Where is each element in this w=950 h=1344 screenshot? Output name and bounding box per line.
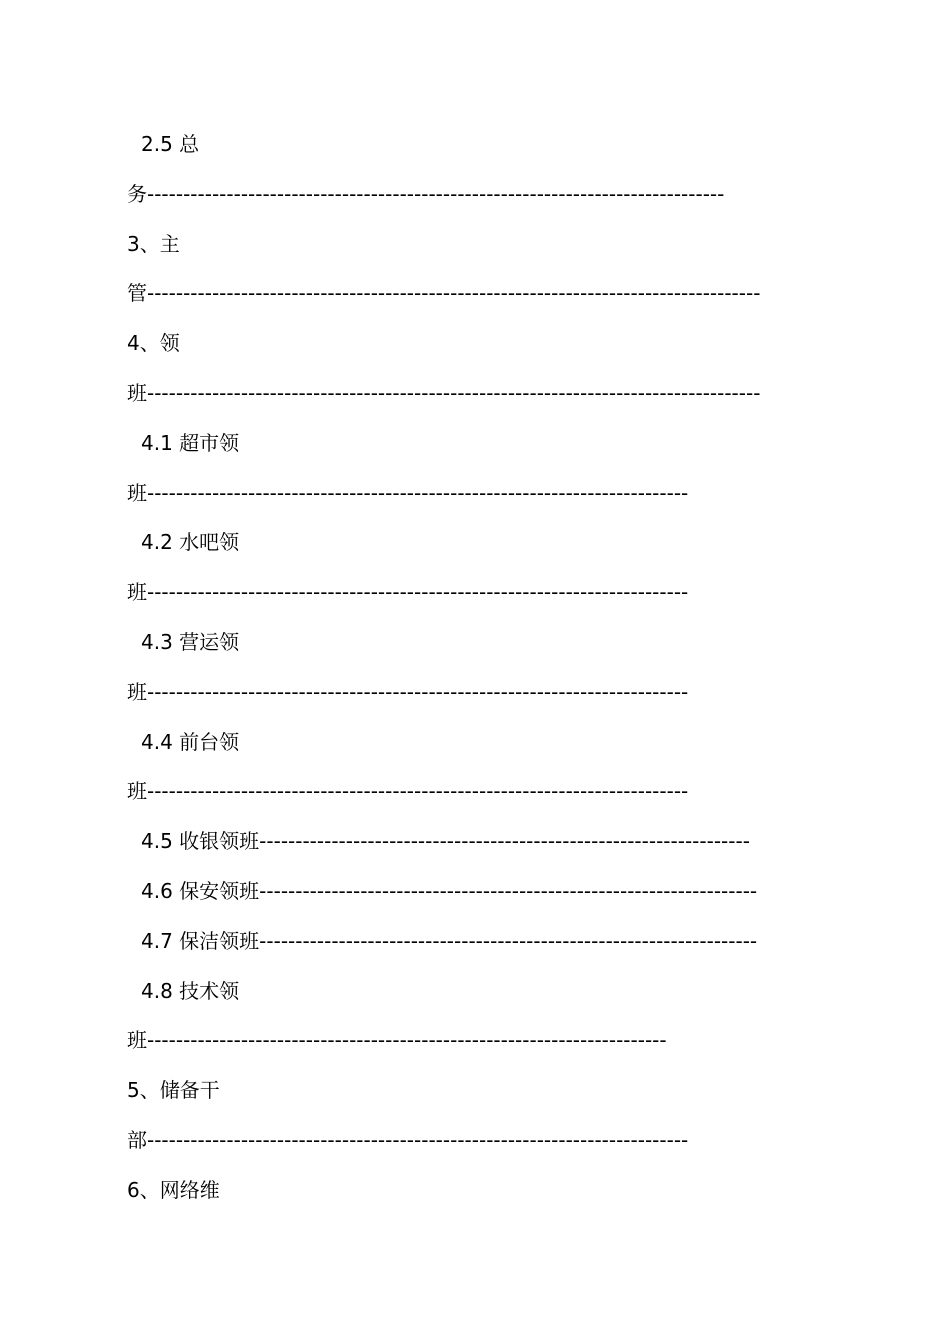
toc-entry: 4.1 超市领 — [141, 430, 240, 455]
toc-entry: 5、储备干 — [127, 1078, 220, 1103]
toc-entry: 3、主 — [127, 231, 180, 256]
toc-entry: 2.5 总 — [141, 132, 200, 156]
toc-entry: 6、网络维 — [127, 1177, 220, 1202]
toc-entry: 4.2 水吧领 — [141, 530, 240, 555]
toc-entry: 班------------------------------------------------------------------------------------- — [127, 380, 761, 405]
toc-entry: 4.4 前台领 — [141, 729, 240, 754]
toc-entry: 班------------------------------------------------------------------------ — [127, 1028, 667, 1053]
toc-entry: 部--------------------------------------------------------------------------- — [127, 1127, 689, 1152]
toc-entry: 管------------------------------------------------------------------------------------- — [127, 281, 761, 306]
toc-entry: 4.6 保安领班--------------------------------------------------------------------- — [141, 878, 758, 903]
toc-entry: 班--------------------------------------------------------------------------- — [127, 480, 689, 505]
toc-entry: 4.3 营运领 — [141, 629, 240, 654]
toc-entry: 4.8 技术领 — [141, 978, 240, 1003]
toc-entry: 务-------------------------------------------------------------------------------- — [127, 181, 725, 206]
toc-entry: 班--------------------------------------------------------------------------- — [127, 580, 689, 605]
toc-entry: 班--------------------------------------------------------------------------- — [127, 779, 689, 804]
toc-entry: 4、领 — [127, 331, 180, 356]
toc-entry: 4.7 保洁领班--------------------------------------------------------------------- — [141, 928, 758, 953]
toc-entry: 班--------------------------------------------------------------------------- — [127, 679, 689, 704]
table-of-contents — [127, 120, 827, 1216]
toc-entry: 4.5 收银领班-------------------------------------------------------------------- — [141, 829, 750, 854]
